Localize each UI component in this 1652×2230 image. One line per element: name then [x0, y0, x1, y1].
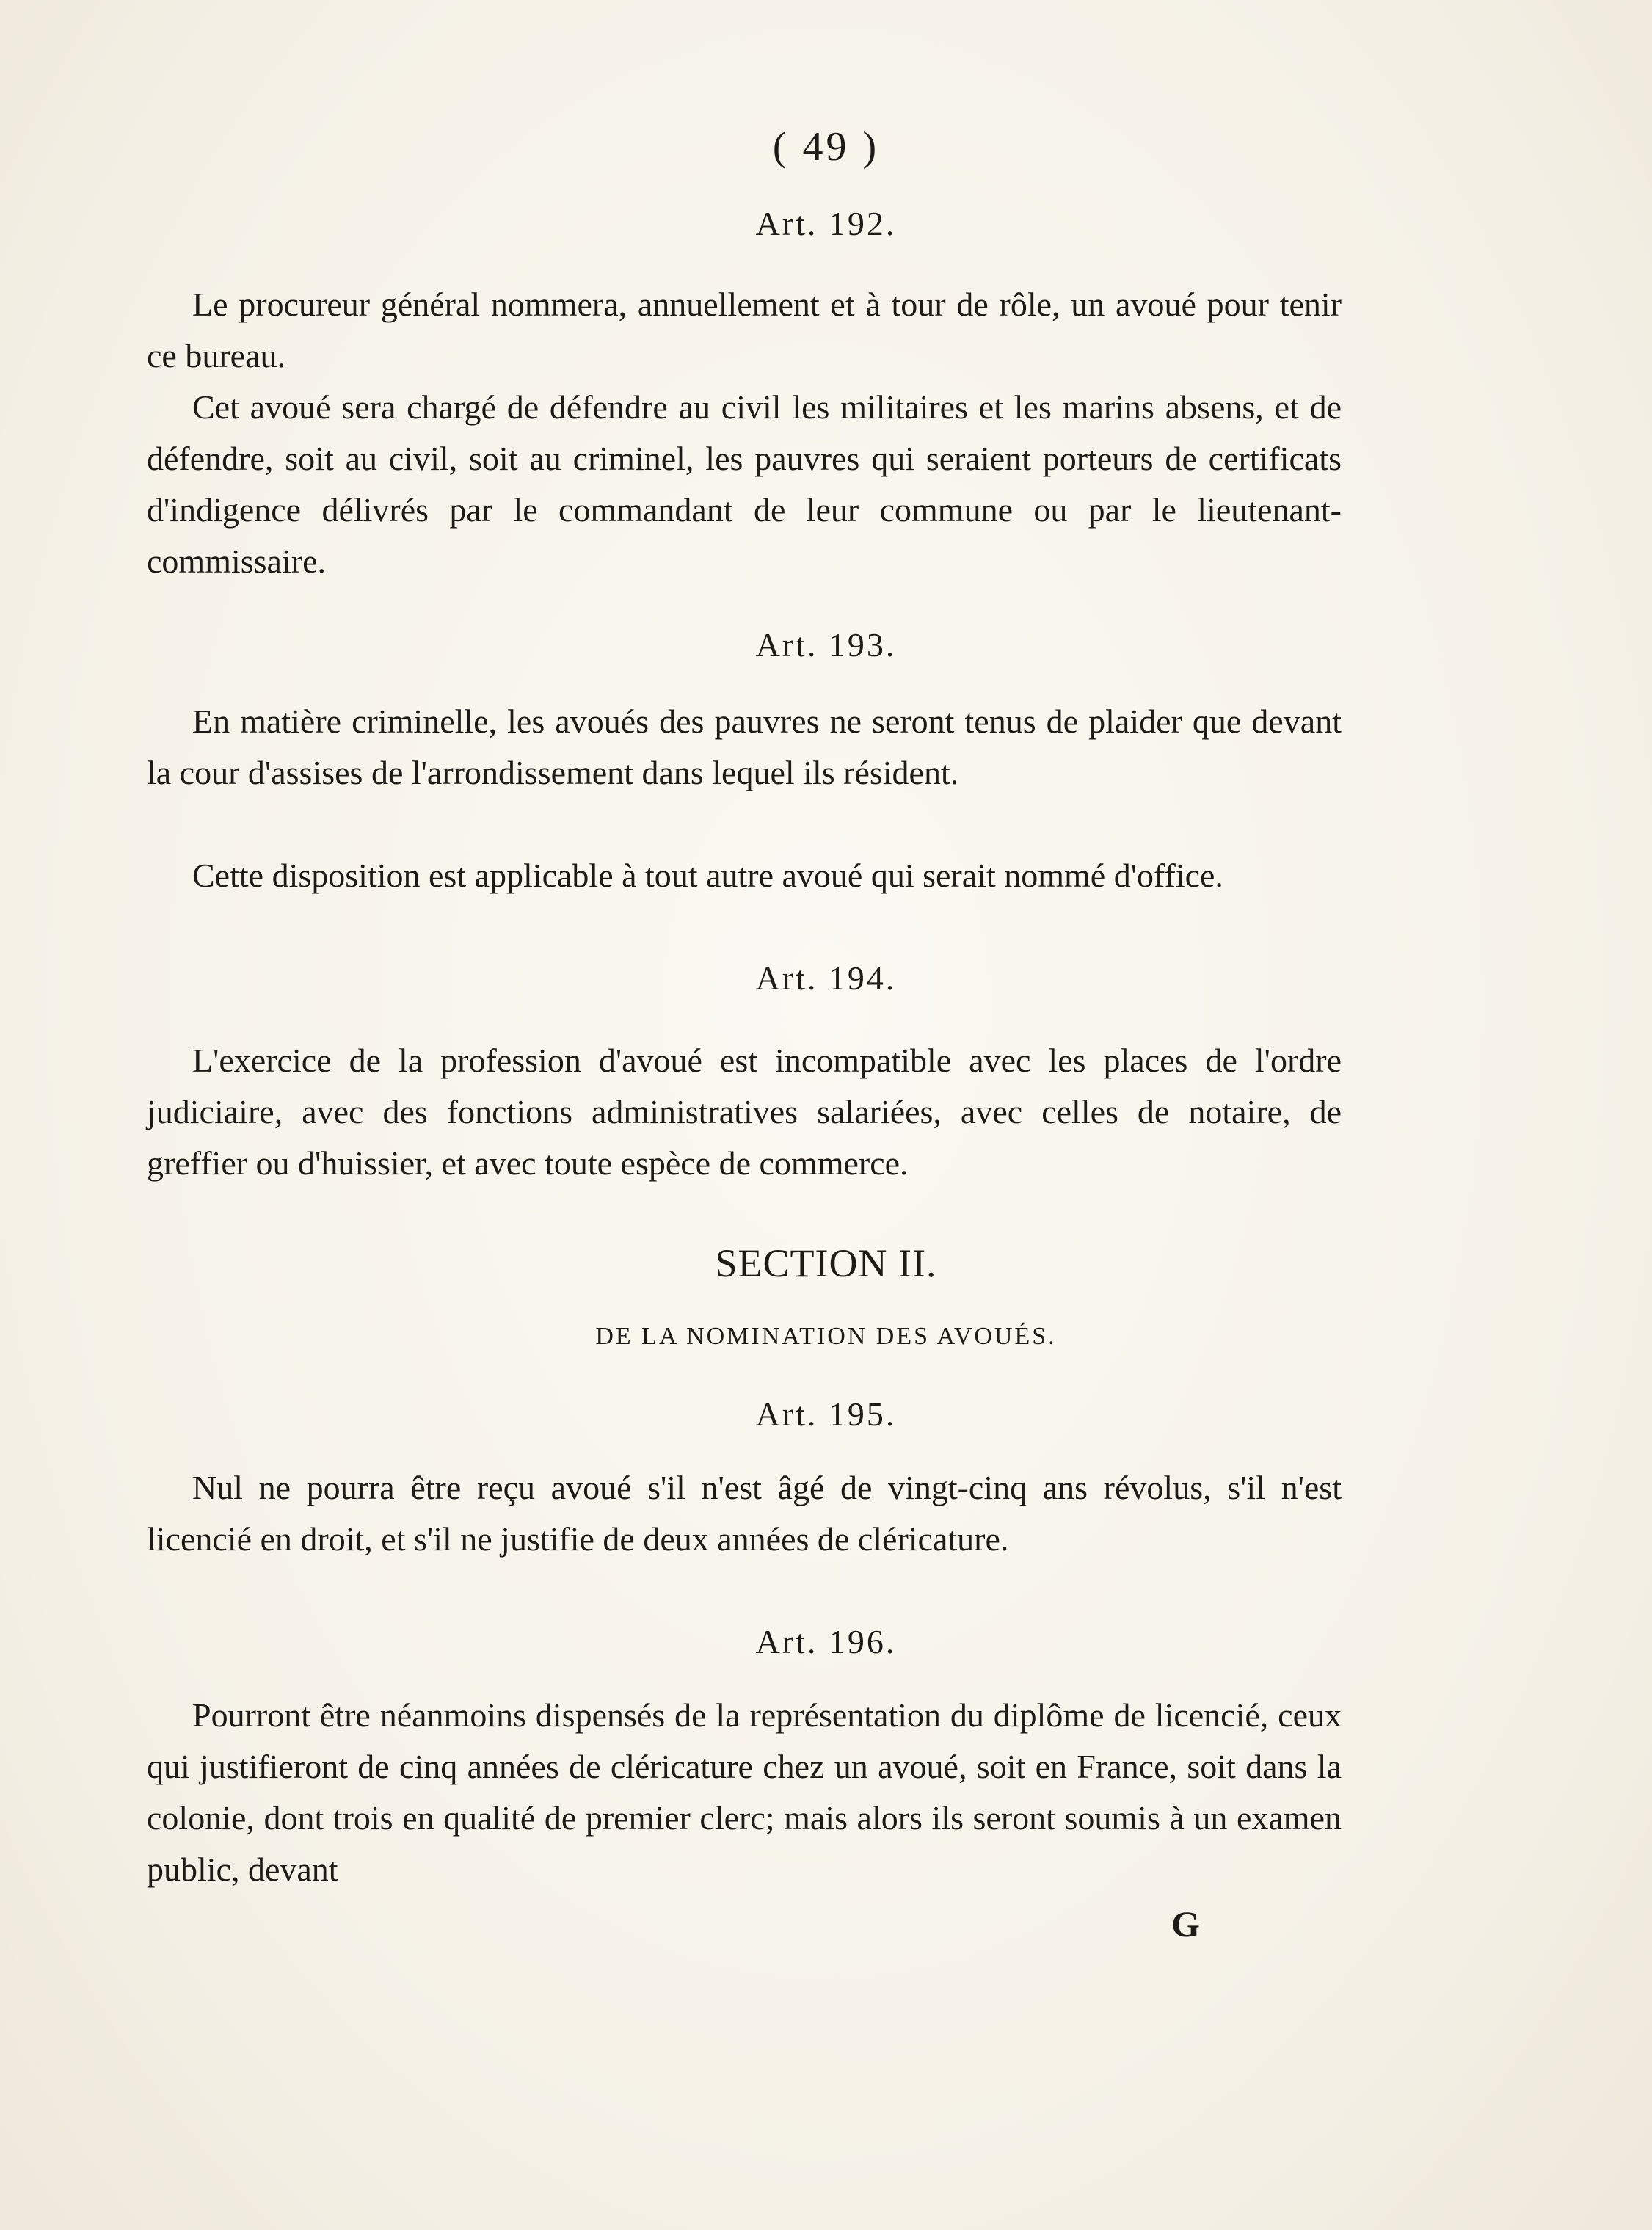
article-heading: Art. 193.	[755, 626, 897, 664]
article-paragraph: Cette disposition est applicable à tout autre avoué qui serait nommé d'office.	[192, 857, 1223, 894]
signature-mark: G	[1171, 1903, 1200, 1944]
article-paragraph: Nul ne pourra être reçu avoué s'il n'est âgé de vingt-cinq ans révolus, s'il n'est licencié en droit, et s'il ne justifie de deux années de cléricature.	[147, 1469, 1342, 1558]
section-subtitle: DE LA NOMINATION DES AVOUÉS.	[595, 1323, 1057, 1350]
article-paragraph: Le procureur général nommera, annuellement et à tour de rôle, un avoué pour tenir ce bureau.	[147, 286, 1342, 374]
article-paragraph: En matière criminelle, les avoués des pauvres ne seront tenus de plaider que devant la cour d'assises de l'arrondissement dans lequel ils résident.	[147, 702, 1342, 791]
article-heading: Art. 194.	[755, 959, 897, 997]
article-paragraph: Pourront être néanmoins dispensés de la représentation du diplôme de licencié, ceux qui justifieront de cinq années de cléricature chez un avoué, soit en France, soit dans la colonie, dont trois en qualité de premier clerc; mais alors ils seront soumis à un examen public, devant	[147, 1696, 1342, 1888]
section-title: SECTION II.	[715, 1241, 937, 1285]
page-number: ( 49 )	[772, 124, 880, 170]
article-heading: Art. 195.	[755, 1395, 897, 1433]
article-paragraph: L'exercice de la profession d'avoué est incompatible avec les places de l'ordre judiciaire, avec des fonctions administratives salariées, avec celles de notaire, de greffier ou d'huissier, et avec toute espèce de commerce.	[147, 1042, 1342, 1182]
article-heading: Art. 192.	[755, 205, 897, 242]
article-heading: Art. 196.	[755, 1623, 897, 1660]
article-paragraph: Cet avoué sera chargé de défendre au civil les militaires et les marins absens, et de défendre, soit au civil, soit au criminel, les pauvres qui seraient porteurs de certificats d'indigence délivrés par le commandant de leur commune ou par le lieutenant-commissaire.	[147, 388, 1342, 580]
